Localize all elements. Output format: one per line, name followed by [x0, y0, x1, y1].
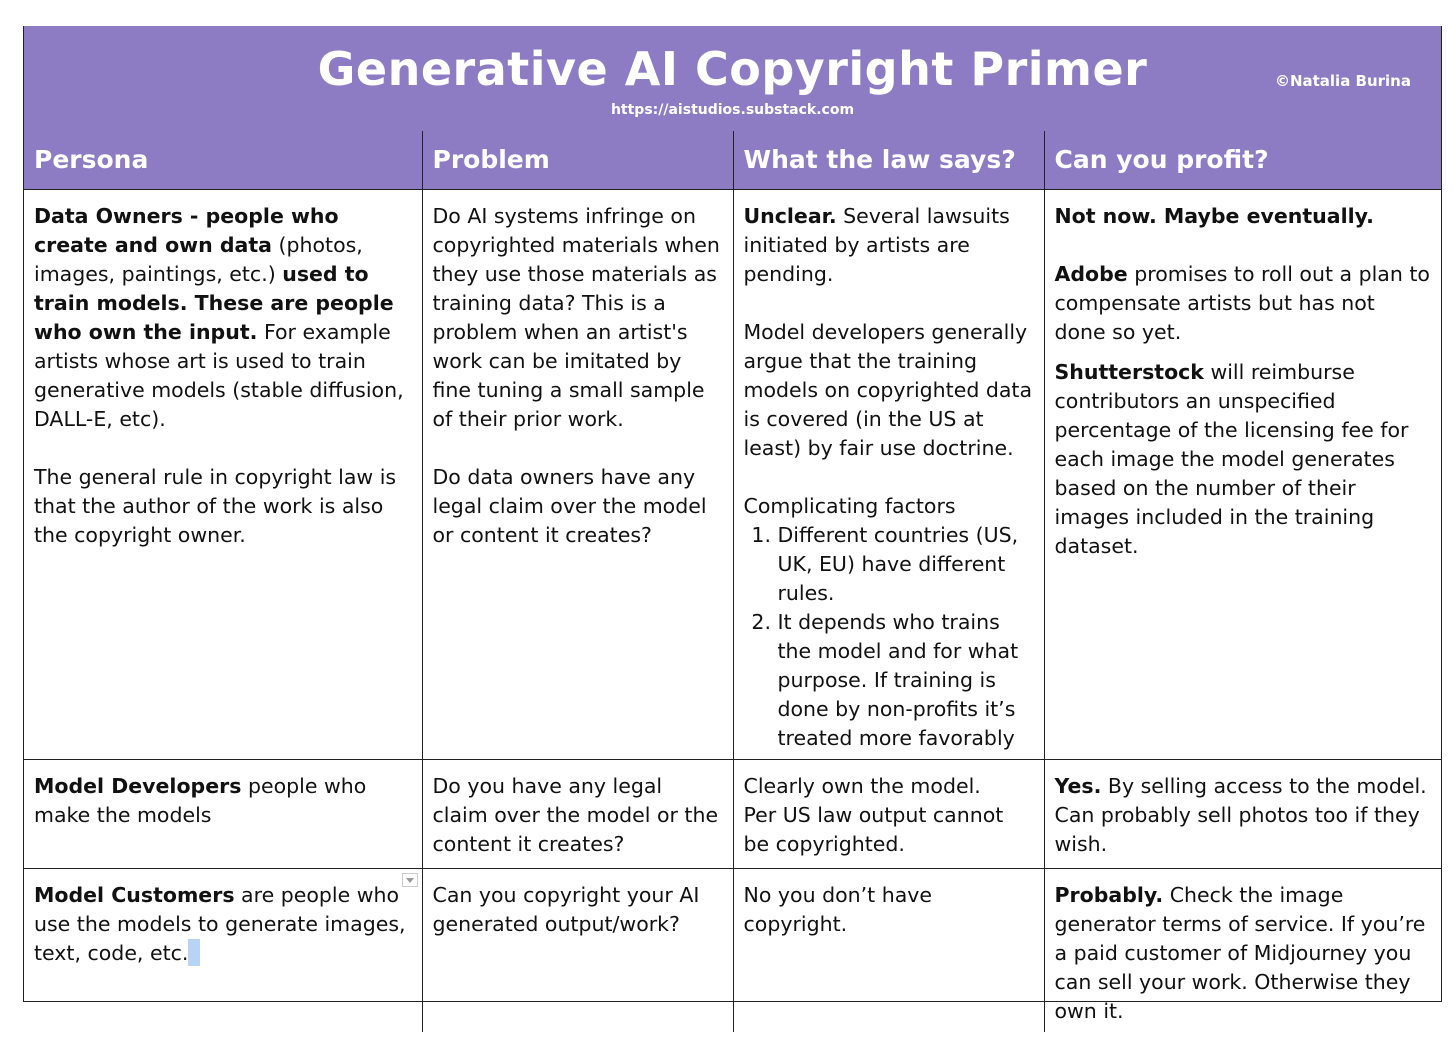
primer-table — [24, 131, 1441, 1032]
header-problem: Problem — [422, 131, 733, 189]
cell-persona[interactable] — [24, 189, 422, 759]
cell-problem[interactable] — [422, 868, 733, 1032]
cell-persona[interactable] — [24, 759, 422, 868]
profit-text: Probably. Check the image generator terms of service. If you’re a paid customer of Midjourney you can sell your work. Otherwise they own it. — [1054, 882, 1426, 1023]
law-factors-list — [744, 521, 1034, 753]
problem-question: Do data owners have any legal claim over the model or content it creates? — [432, 464, 707, 547]
text-selection-cursor — [188, 939, 200, 966]
table-row — [24, 189, 1441, 759]
problem-text: Can you copyright your AI generated output/work? — [432, 882, 700, 936]
law-text: No you don’t have copyright. — [743, 882, 932, 936]
law-line: Per US law output cannot be copyrighted. — [743, 802, 1004, 856]
header-row — [24, 131, 1441, 189]
chevron-down-icon[interactable] — [402, 873, 418, 887]
cell-problem[interactable] — [422, 189, 733, 759]
profit-verdict: Not now. Maybe eventually. — [1054, 203, 1374, 228]
persona-text: Model Customers are people who use the models to generate images, text, code, etc. — [34, 882, 406, 965]
cell-law[interactable] — [733, 868, 1044, 1032]
problem-text: Do AI systems infringe on copyrighted materials when they use those materials as training data? This is a problem when an artist's work can be imitated by fine tuning a small sample of their prior work. — [432, 203, 720, 431]
cell-persona[interactable] — [24, 868, 422, 1032]
cell-law[interactable] — [733, 189, 1044, 759]
profit-text: Yes. By selling access to the model. Can probably sell photos too if they wish. — [1054, 773, 1427, 856]
primer-sheet — [23, 26, 1442, 1023]
list-item: 1. Different countries (US, UK, EU) have different rules. — [778, 521, 1034, 608]
problem-text: Do you have any legal claim over the model or the content it creates? — [432, 773, 719, 856]
page-title: Generative AI Copyright Primer — [317, 42, 1148, 96]
list-item: 2. It depends who trains the model and for what purpose. If training is done by non-profits it’s treated more favorably — [778, 608, 1034, 753]
persona-text: Data Owners - people who create and own data (photos, images, paintings, etc.) used to train models. These are people who own the input. For example artists whose art is used to train generative models (stable diffusion, DALL-E, etc). — [34, 203, 404, 431]
law-argument: Model developers generally argue that the training models on copyrighted data is covered (in the US at least) by fair use doctrine. — [743, 319, 1033, 460]
source-url: https://aistudios.substack.com — [610, 102, 855, 118]
law-factors-heading: Complicating factors — [743, 493, 956, 518]
profit-shutterstock: Shutterstock will reimburse contributors an unspecified percentage of the licensing fee for each image the model generates based on the number of their images included in the training dataset. — [1054, 359, 1409, 558]
persona-text: Model Developers people who make the models — [34, 773, 367, 827]
law-line: Clearly own the model. — [743, 773, 981, 798]
law-text: Unclear. Several lawsuits initiated by artists are pending. — [743, 203, 1010, 286]
profit-adobe: Adobe promises to roll out a plan to compensate artists but has not done so yet. — [1054, 261, 1430, 344]
cell-profit[interactable] — [1044, 759, 1441, 868]
header-persona: Persona — [24, 131, 422, 189]
header-profit: Can you profit? — [1044, 131, 1441, 189]
cell-profit[interactable] — [1044, 189, 1441, 759]
cell-problem[interactable] — [422, 759, 733, 868]
author-credit: ©Natalia Burina — [1274, 72, 1411, 90]
cell-profit[interactable] — [1044, 868, 1441, 1032]
table-row — [24, 868, 1441, 1032]
header-law: What the law says? — [733, 131, 1044, 189]
title-banner — [24, 26, 1441, 131]
persona-note: The general rule in copyright law is that the author of the work is also the copyright owner. — [34, 464, 397, 547]
table-row — [24, 759, 1441, 868]
cell-law[interactable] — [733, 759, 1044, 868]
